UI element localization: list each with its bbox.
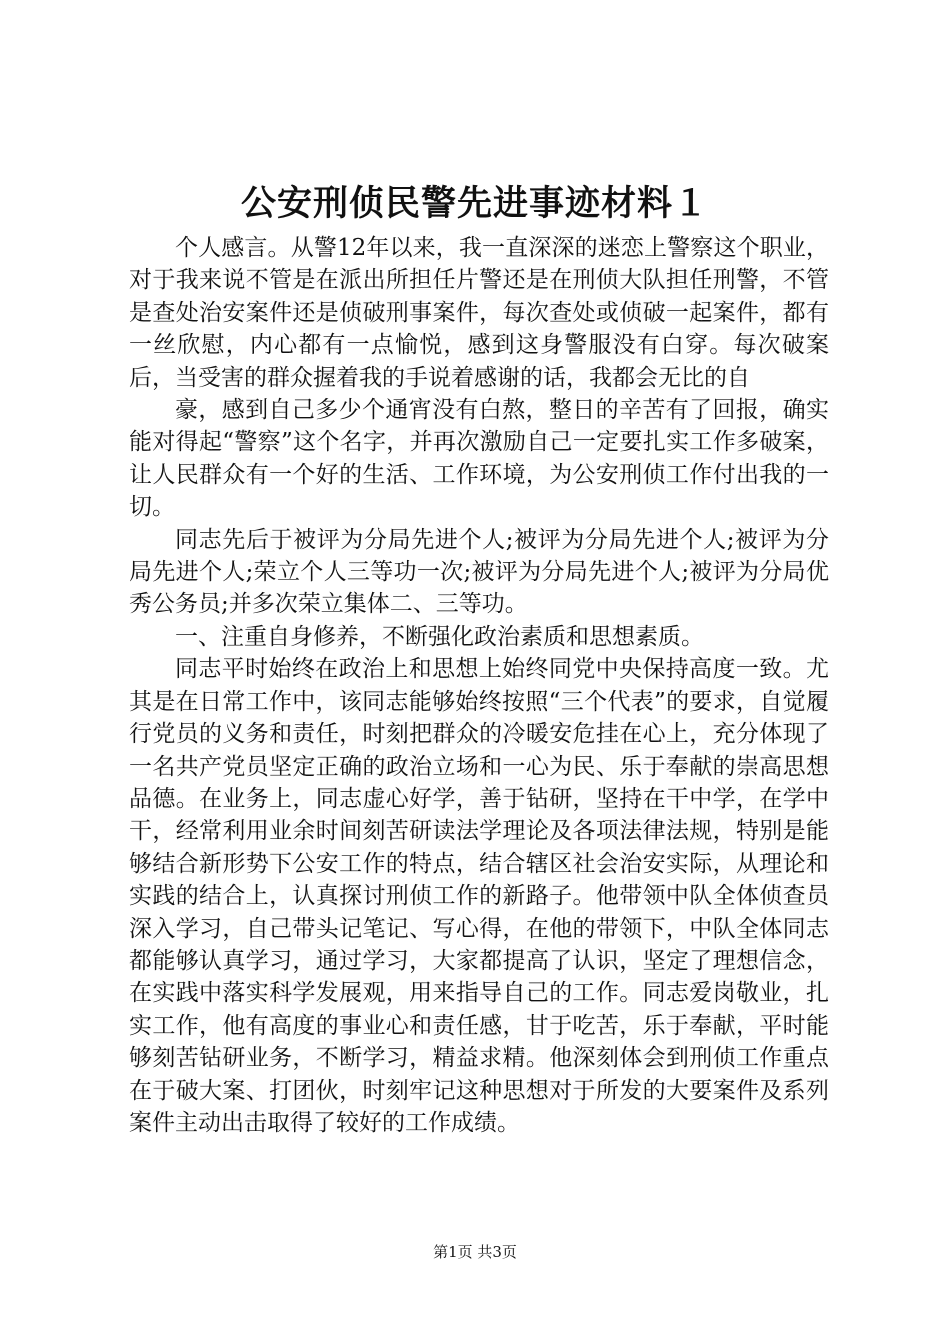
document-body	[129, 232, 829, 1139]
paragraph-personal-remarks: 个人感言。从警12年以来，我一直深深的迷恋上警察这个职业，对于我来说不管是在派出所担任片警还是在刑侦大队担任刑警，不管是查处治安案件还是侦破刑事案件，每次查处或侦破一起案件，都有一丝欣慰，内心都有一点愉悦，感到这身警服没有白穿。每次破案后，当受害的群众握着我的手说着感谢的话，我都会无比的自	[129, 235, 829, 391]
paragraph-honors: 同志先后于被评为分局先进个人;被评为分局先进个人;被评为分局先进个人;荣立个人三等功一次;被评为分局先进个人;被评为分局优秀公务员;并多次荣立集体二、三等功。	[129, 526, 829, 618]
section-heading-1: 一、注重自身修养，不断强化政治素质和思想素质。	[175, 623, 704, 650]
paragraph-pride: 豪，感到自己多少个通宵没有白熬，整日的辛苦有了回报，确实能对得起“警察”这个名字，并再次激励自己一定要扎实工作多破案，让人民群众有一个好的生活、工作环境，为公安刑侦工作付出我的一切。	[129, 397, 829, 521]
document-title: 公安刑侦民警先进事迹材料１	[240, 183, 709, 224]
page-footer: 第1页 共3页	[433, 1243, 517, 1261]
paragraph-political-quality: 同志平时始终在政治上和思想上始终同党中央保持高度一致。尤其是在日常工作中，该同志能够始终按照“三个代表”的要求，自觉履行党员的义务和责任，时刻把群众的冷暖安危挂在心上，充分体现了一名共产党员坚定正确的政治立场和一心为民、乐于奉献的崇高思想品德。在业务上，同志虚心好学，善于钻研，坚持在干中学，在学中干，经常利用业余时间刻苦研读法学理论及各项法律法规，特别是能够结合新形势下公安工作的特点，结合辖区社会治安实际，从理论和实践的结合上，认真探讨刑侦工作的新路子。他带领中队全体侦查员深入学习，自己带头记笔记、写心得，在他的带领下，中队全体同志都能够认真学习，通过学习，大家都提高了认识，坚定了理想信念，在实践中落实科学发展观，用来指导自己的工作。同志爱岗敬业，扎实工作，他有高度的事业心和责任感，甘于吃苦，乐于奉献，平时能够刻苦钻研业务，不断学习，精益求精。他深刻体会到刑侦工作重点在于破大案、打团伙，时刻牢记这种思想对于所发的大要案件及系列案件主动出击取得了较好的工作成绩。	[129, 656, 829, 1136]
